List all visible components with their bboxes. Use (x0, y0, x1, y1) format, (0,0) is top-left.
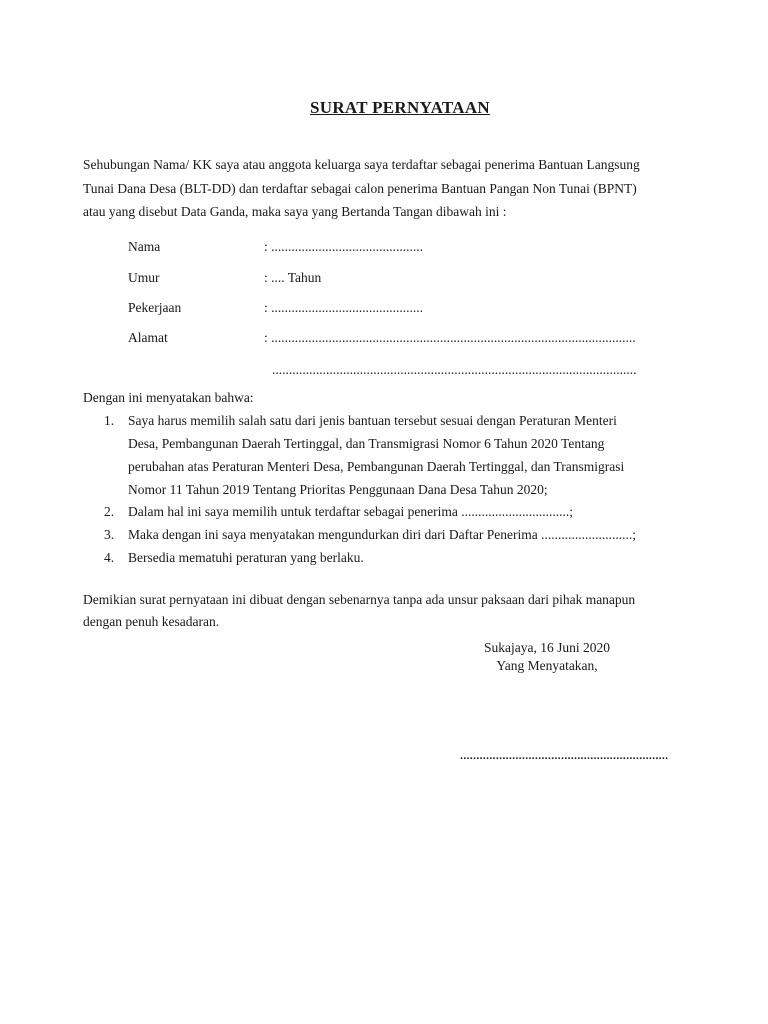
signature-block (462, 639, 632, 675)
list-item-line: perubahan atas Peraturan Menteri Desa, Pembangunan Daerah Tertinggal, dan Transmigrasi (128, 459, 625, 474)
field-value-nama: : ............................................. (264, 239, 424, 254)
list-number: 4. (104, 550, 115, 565)
intro-line: Sehubungan Nama/ KK saya atau anggota keluarga saya terdaftar sebagai penerima Bantuan Langsung (83, 157, 640, 172)
place-date: Sukajaya, 16 Juni 2020 (484, 640, 610, 655)
list-item-line: Saya harus memilih salah satu dari jenis bantuan tersebut sesuai dengan Peraturan Menteri (128, 413, 617, 428)
field-label-alamat: Alamat (128, 330, 168, 345)
address-continuation: ............................................................................................................ (272, 362, 637, 377)
intro-line: atau yang disebut Data Ganda, maka saya yang Bertanda Tangan dibawah ini : (83, 204, 507, 219)
closing-line: Demikian surat pernyataan ini dibuat dengan sebenarnya tanpa ada unsur paksaan dari pihak manapun (83, 592, 636, 607)
closing-paragraph (83, 589, 635, 632)
statement-intro: Dengan ini menyatakan bahwa: (83, 390, 254, 405)
field-label-nama: Nama (128, 239, 161, 254)
field-value-umur: : .... Tahun (264, 270, 322, 285)
list-item-line: Maka dengan ini saya menyatakan mengundurkan diri dari Daftar Penerima ...........................; (128, 527, 636, 542)
intro-line: Tunai Dana Desa (BLT-DD) dan terdaftar sebagai calon penerima Bantuan Pangan Non Tunai (BPNT) (83, 180, 637, 196)
signature-line: ................................................................ (460, 750, 669, 762)
list-item-line: Nomor 11 Tahun 2019 Tentang Prioritas Penggunaan Dana Desa Tahun 2020; (128, 482, 548, 497)
list-number: 1. (104, 413, 115, 428)
field-value-alamat: : ............................................................................................................ (264, 330, 636, 345)
list-item-line: Dalam hal ini saya memilih untuk terdaftar sebagai penerima ................................; (128, 504, 574, 519)
list-number: 3. (104, 527, 115, 542)
intro-paragraph (83, 153, 723, 224)
field-value-pekerjaan: : ............................................. (264, 300, 424, 315)
list-item-line: Bersedia mematuhi peraturan yang berlaku. (128, 550, 364, 565)
list-number: 2. (104, 504, 115, 519)
field-label-umur: Umur (128, 270, 160, 285)
field-label-pekerjaan: Pekerjaan (128, 300, 182, 315)
list-item-line: Desa, Pembangunan Daerah Tertinggal, dan Transmigrasi Nomor 6 Tahun 2020 Tentang (128, 436, 605, 451)
closing-line: dengan penuh kesadaran. (83, 613, 220, 629)
signer-label: Yang Menyatakan, (496, 658, 598, 673)
document-title: SURAT PERNYATAAN (309, 98, 491, 117)
